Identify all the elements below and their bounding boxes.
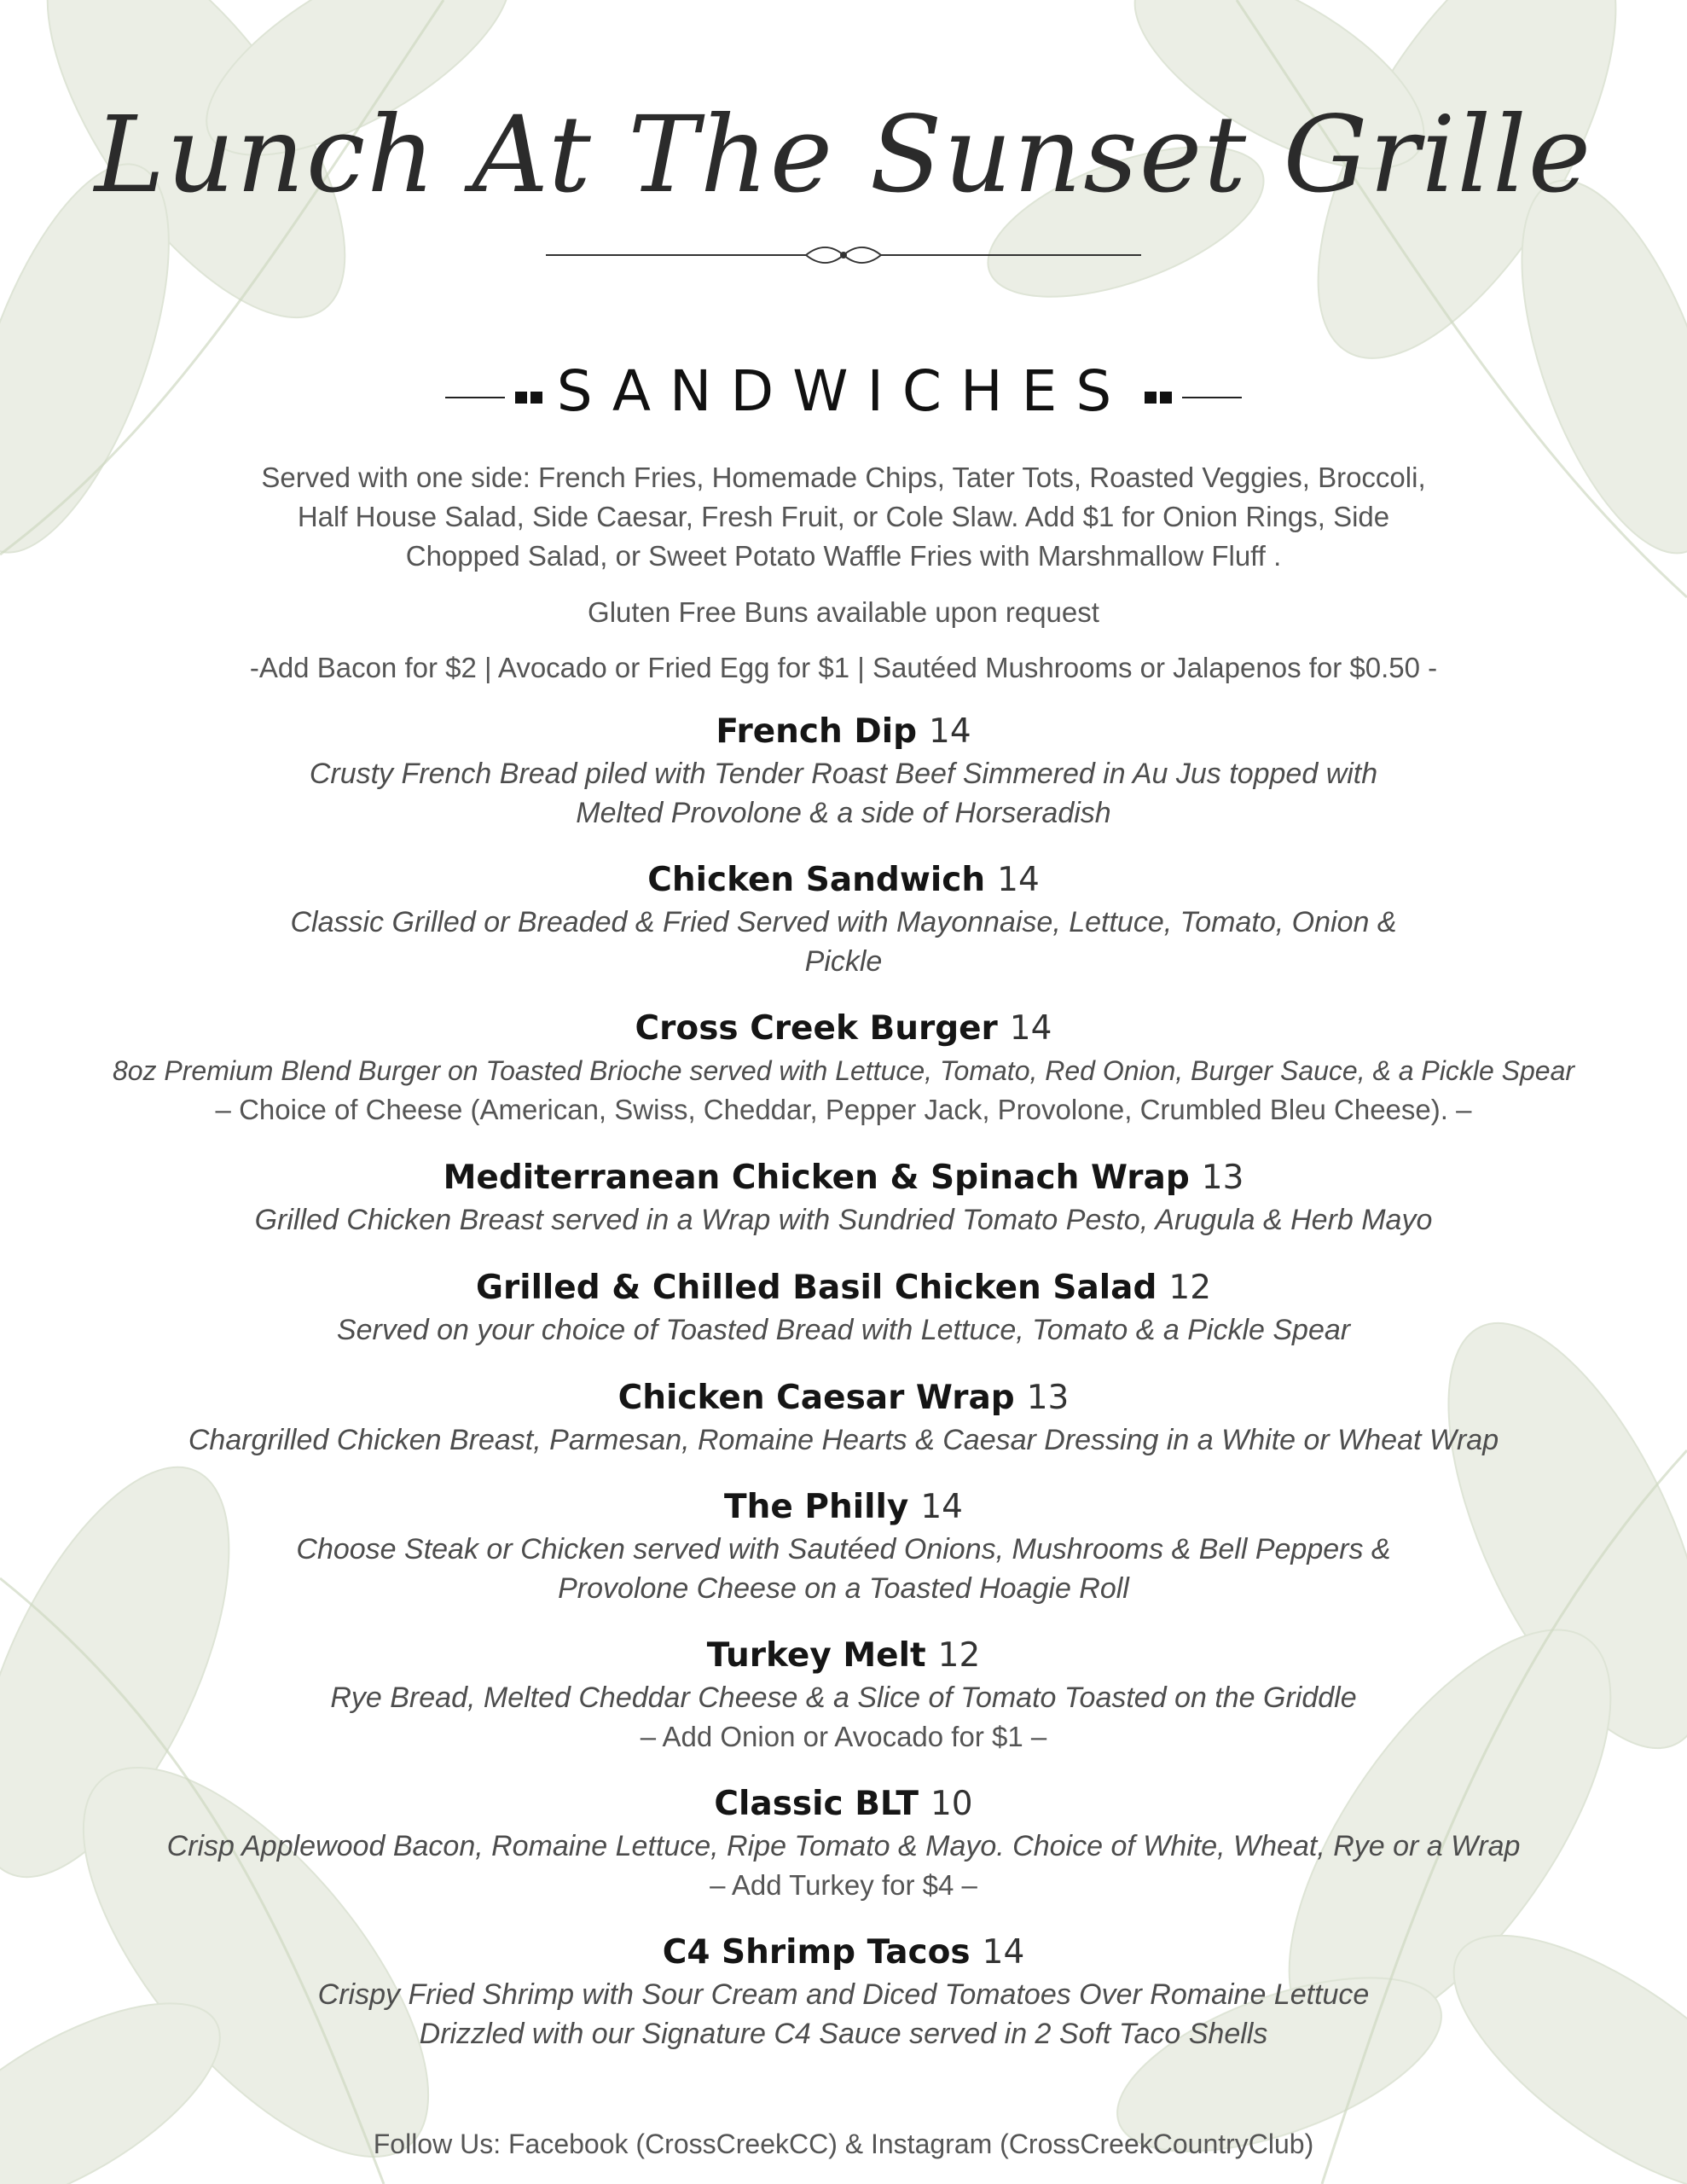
menu-item-description: 8oz Premium Blend Burger on Toasted Brioche served with Lettuce, Tomato, Red Onion, Burger Sauce, & a Pickle Spear [112, 1055, 1575, 1086]
menu-item [51, 1485, 1636, 1608]
menu-item-name: Chicken Sandwich [647, 861, 986, 899]
menu-item-header [51, 1931, 1636, 1975]
menu-item-note: – Add Turkey for $4 – [710, 1869, 977, 1901]
menu-item-name: French Dip [716, 712, 918, 751]
menu-item-note: – Add Onion or Avocado for $1 – [640, 1721, 1047, 1752]
menu-item-name: Chicken Caesar Wrap [617, 1379, 1015, 1417]
menu-item-header [51, 1634, 1636, 1678]
gluten-free-note: Gluten Free Buns available upon request [588, 596, 1099, 628]
menu-item-name: Classic BLT [714, 1785, 919, 1823]
menu-item-price: 13 [1201, 1159, 1244, 1197]
menu-item-description: Classic Grilled or Breaded & Fried Served with Mayonnaise, Lettuce, Tomato, Onion & Pickle [290, 906, 1397, 978]
menu-item-price: 14 [929, 712, 971, 751]
menu-item-name: Cross Creek Burger [635, 1009, 998, 1048]
menu-item-header [51, 1156, 1636, 1200]
menu-item-price: 13 [1026, 1379, 1070, 1417]
menu-item-description: Served on your choice of Toasted Bread with Lettuce, Tomato & a Pickle Spear [336, 1314, 1351, 1346]
menu-item-description: Chargrilled Chicken Breast, Parmesan, Romaine Hearts & Caesar Dressing in a White or Wheat Wrap [188, 1424, 1499, 1456]
menu-item [51, 1156, 1636, 1240]
menu-item-description: Choose Steak or Chicken served with Sautéed Onions, Mushrooms & Bell Peppers & Provolone Cheese on a Toasted Hoagie Roll [296, 1533, 1391, 1605]
title-ornament-divider [546, 242, 1141, 268]
menu-item-header [51, 1782, 1636, 1827]
menu-item-description: Grilled Chicken Breast served in a Wrap with Sundried Tomato Pesto, Arugula & Herb Mayo [254, 1204, 1433, 1236]
section-heading-row [0, 357, 1687, 433]
menu-item-header [51, 858, 1636, 903]
menu-item [51, 1007, 1636, 1130]
menu-item-price: 12 [937, 1636, 981, 1675]
menu-item-header [51, 1485, 1636, 1530]
menu-item-description: Rye Bread, Melted Cheddar Cheese & a Slice of Tomato Toasted on the Griddle [330, 1682, 1357, 1714]
menu-item [51, 1266, 1636, 1350]
menu-item-price: 14 [1009, 1009, 1052, 1048]
menu-item-price: 14 [920, 1488, 963, 1526]
menu-item-price: 14 [997, 861, 1040, 899]
menu-item-description: Crusty French Bread piled with Tender Roast Beef Simmered in Au Jus topped with Melted Provolone & a side of Horseradish [309, 758, 1378, 829]
menu-item-price: 12 [1168, 1269, 1212, 1307]
menu-item [51, 1931, 1636, 2053]
menu-item-price: 14 [982, 1933, 1025, 1972]
menu-title: Lunch At The Sunset Grille [94, 94, 1593, 217]
menu-item [51, 1782, 1636, 1905]
addons-note: -Add Bacon for $2 | Avocado or Fried Egg for $1 | Sautéed Mushrooms or Jalapenos for $0.50 - [249, 652, 1438, 683]
menu-item-name: Mediterranean Chicken & Spinach Wrap [443, 1159, 1190, 1197]
sides-info: Served with one side: French Fries, Homemade Chips, Tater Tots, Roasted Veggies, Broccoli, Half House Salad, Side Caesar, Fresh Fruit, or Cole Slaw. Add $1 for Onion Rings, Side Chopped Salad, or Sweet Potato Waffle Fries with Marshmallow Fluff . [261, 462, 1426, 572]
menu-item-header [51, 710, 1636, 754]
menu-item-header [51, 1266, 1636, 1310]
menu-item-description: Crispy Fried Shrimp with Sour Cream and Diced Tomatoes Over Romaine Lettuce Drizzled with our Signature C4 Sauce served in 2 Soft Taco Shells [317, 1978, 1370, 2050]
menu-item-name: The Philly [724, 1488, 909, 1526]
menu-item-name: Turkey Melt [706, 1636, 926, 1675]
menu-item [51, 710, 1636, 833]
menu-item-name: C4 Shrimp Tacos [662, 1933, 971, 1972]
menu-item-header [51, 1007, 1636, 1051]
menu-item-price: 10 [930, 1785, 973, 1823]
section-right-ornament [1139, 389, 1242, 406]
menu-item-description: Crisp Applewood Bacon, Romaine Lettuce, Ripe Tomato & Mayo. Choice of White, Wheat, Rye or a Wrap [166, 1830, 1521, 1862]
social-links-footer: Follow Us: Facebook (CrossCreekCC) & Instagram (CrossCreekCountryClub) [373, 2129, 1314, 2159]
menu-item [51, 1376, 1636, 1460]
menu-item-note: – Choice of Cheese (American, Swiss, Cheddar, Pepper Jack, Provolone, Crumbled Bleu Cheese). – [215, 1094, 1472, 1125]
section-title: SANDWICHES [556, 358, 1131, 424]
menu-item [51, 858, 1636, 981]
menu-item-header [51, 1376, 1636, 1420]
menu-item-name: Grilled & Chilled Basil Chicken Salad [475, 1269, 1157, 1307]
menu-item [51, 1634, 1636, 1757]
